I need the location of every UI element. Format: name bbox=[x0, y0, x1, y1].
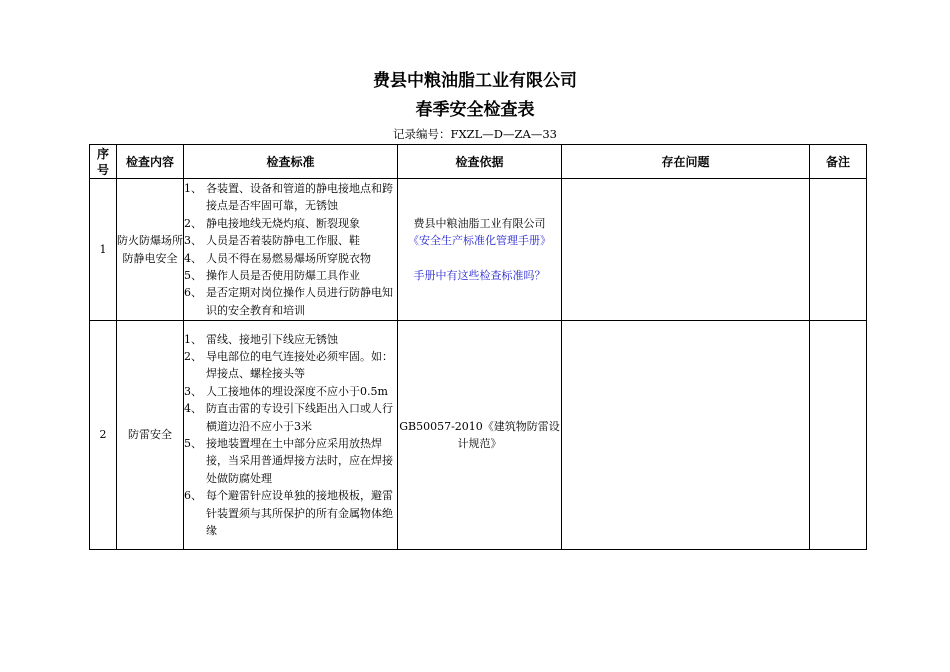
record-number: 记录编号：FXZL—D—ZA—33 bbox=[393, 127, 557, 141]
row-basis: GB50057-2010《建筑物防雷设计规范》 bbox=[398, 321, 562, 550]
basis-comment: 手册中有这些检查标准吗？ bbox=[413, 268, 546, 282]
row-content: 防火防爆场所防静电安全 bbox=[117, 179, 184, 321]
row-issues[interactable] bbox=[562, 179, 810, 321]
col-header-remarks: 备注 bbox=[810, 145, 867, 179]
row-seq: 2 bbox=[90, 321, 117, 550]
col-header-seq: 序号 bbox=[90, 145, 117, 179]
row-remarks[interactable] bbox=[810, 321, 867, 550]
basis-company: 费县中粮油脂工业有限公司 bbox=[413, 216, 546, 230]
row-content: 防雷安全 bbox=[117, 321, 184, 550]
row-basis bbox=[398, 179, 562, 321]
inspection-table bbox=[89, 144, 867, 550]
col-header-standard: 检查标准 bbox=[184, 145, 398, 179]
standard-item: 4、 人员不得在易燃易爆场所穿脱衣物 bbox=[184, 251, 371, 265]
row-standards bbox=[184, 321, 398, 550]
row-standards bbox=[184, 179, 398, 321]
table-row bbox=[90, 179, 867, 321]
standard-item: 6、 是否定期对岗位操作人员进行防静电知识的安全教育和培训 bbox=[184, 286, 393, 317]
table-row bbox=[90, 321, 867, 550]
row-issues[interactable] bbox=[562, 321, 810, 550]
col-header-content: 检查内容 bbox=[117, 145, 184, 179]
standard-item: 6、 每个避雷针应设单独的接地极板，避雷针装置须与其所保护的所有金属物体绝缘 bbox=[184, 489, 393, 538]
standard-item: 2、 静电接地线无烧灼痕、断裂现象 bbox=[184, 216, 360, 230]
company-title: 费县中粮油脂工业有限公司 bbox=[373, 71, 577, 91]
standard-item: 2、 导电部位的电气连接处必须牢固。如：焊接点、螺栓接头等 bbox=[184, 349, 393, 381]
col-header-basis: 检查依据 bbox=[398, 145, 562, 179]
standard-item: 5、 接地装置埋在土中部分应采用放热焊接，当采用普通焊接方法时，应在焊接处做防腐处理 bbox=[184, 437, 393, 485]
standard-item: 5、 操作人员是否使用防爆工具作业 bbox=[184, 268, 360, 282]
row-remarks[interactable] bbox=[810, 179, 867, 321]
standard-item: 3、 人工接地体的埋设深度不应小于0.5m bbox=[184, 384, 388, 398]
col-header-issues: 存在问题 bbox=[562, 145, 810, 179]
standard-item: 4、 防直击雷的专设引下线距出入口或人行横道边沿不应小于3米 bbox=[184, 402, 393, 433]
standard-item: 1、 各装置、设备和管道的静电接地点和跨接点是否牢固可靠，无锈蚀 bbox=[184, 181, 393, 213]
table-header-row bbox=[90, 145, 867, 179]
form-title: 春季安全检查表 bbox=[415, 100, 535, 120]
basis-manual: 《安全生产标准化管理手册》 bbox=[408, 234, 551, 248]
row-seq: 1 bbox=[90, 179, 117, 321]
standard-item: 3、 人员是否着装防静电工作服、鞋 bbox=[184, 234, 360, 248]
standard-item: 1、 雷线、接地引下线应无锈蚀 bbox=[184, 332, 338, 346]
